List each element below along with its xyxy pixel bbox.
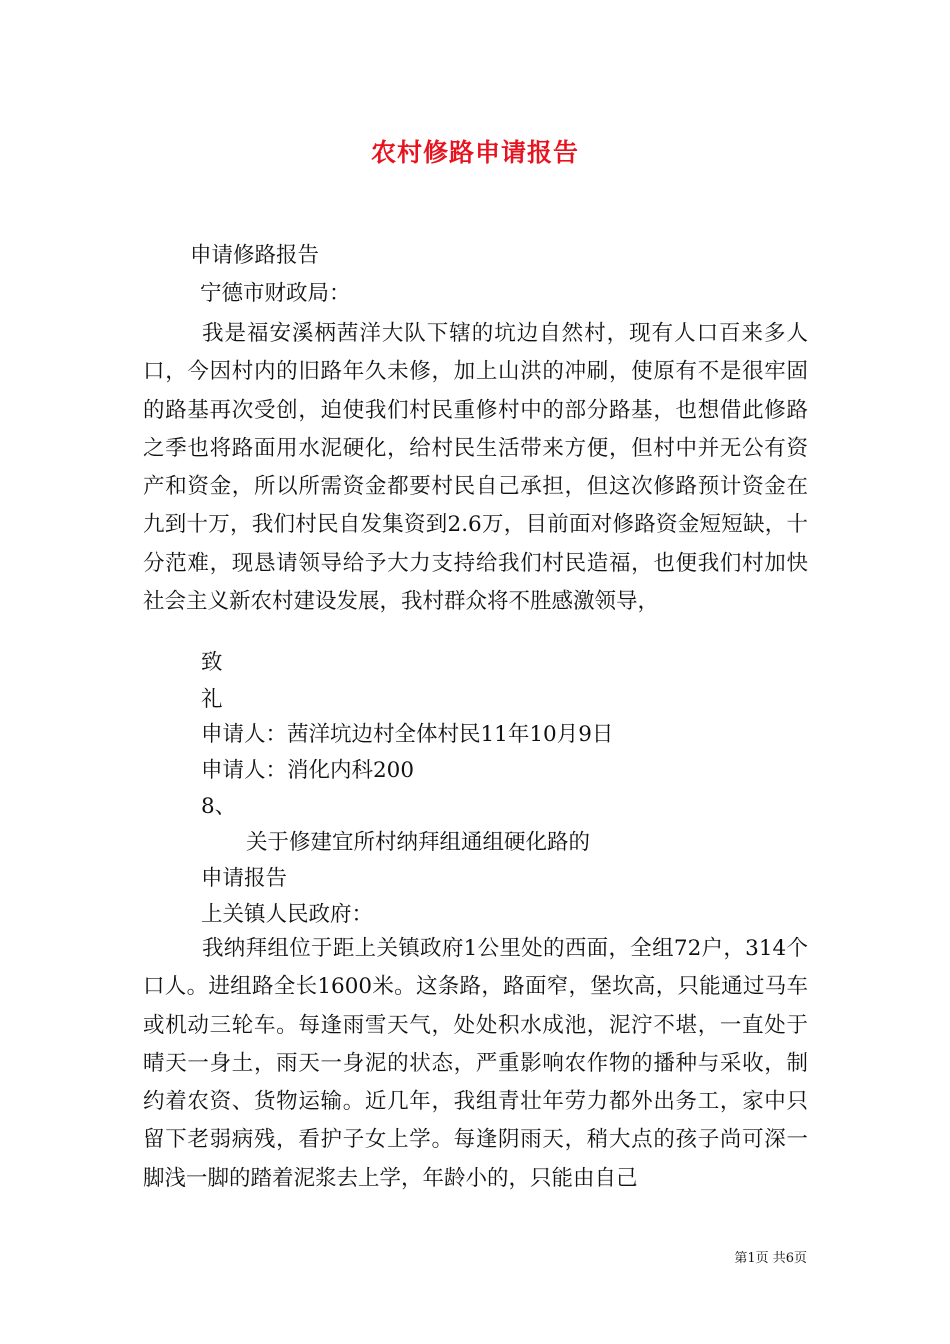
letter1-applicant-2: 申请人：消化内科200	[201, 758, 415, 783]
letter2-heading-1: 关于修建宜所村纳拜组通组硬化路的	[246, 830, 591, 855]
letter1-body: 我是福安溪柄茜洋大队下辖的坑边自然村，现有人口百来多人口，今因村内的旧路年久未修，加上山洪的冲刷，使原有不是很牢固的路基再次受创，迫使我们村民重修村中的部分路基，也想借此修路之季也将路面用水泥硬化，给村民生活带来方便，但村中并无公有资产和资金，所以所需资金都要村民自己承担，但这次修路预计资金在九到十万，我们村民自发集资到2.6万，目前面对修路资金短短缺，十分范难，现恳请领导给予大力支持给我们村民造福，也便我们村加快社会主义新农村建设发展，我村群众将不胜感激领导，	[143, 321, 808, 615]
letter1-heading: 申请修路报告	[190, 243, 320, 268]
letter2-recipient: 上关镇人民政府：	[201, 902, 374, 927]
letter2-number: 8、	[201, 794, 237, 819]
letter1-applicant-1: 申请人：茜洋坑边村全体村民11年10月9日	[201, 722, 614, 747]
letter2-body: 我纳拜组位于距上关镇政府1公里处的西面，全组72户，314个口人。进组路全长1600米。这条路，路面窄，堡坎高，只能通过马车或机动三轮车。每逢雨雪天气，处处积水成池，泥泞不堪，一直处于晴天一身土，雨天一身泥的状态，严重影响农作物的播种与采收，制约着农资、货物运输。近几年，我组青壮年劳力都外出务工，家中只留下老弱病残，看护子女上学。每逢阴雨天，稍大点的孩子尚可深一脚浅一脚的踏着泥浆去上学，年龄小的，只能由自己	[143, 936, 808, 1191]
letter1-closing-li: 礼	[201, 687, 223, 712]
document-title: 农村修路申请报告	[370, 138, 579, 167]
page-number-footer: 第1页 共6页	[734, 1251, 807, 1266]
letter2-heading-2: 申请报告	[201, 866, 288, 891]
letter1-recipient: 宁德市财政局：	[200, 281, 351, 306]
letter1-closing-zhi: 致	[201, 650, 223, 675]
